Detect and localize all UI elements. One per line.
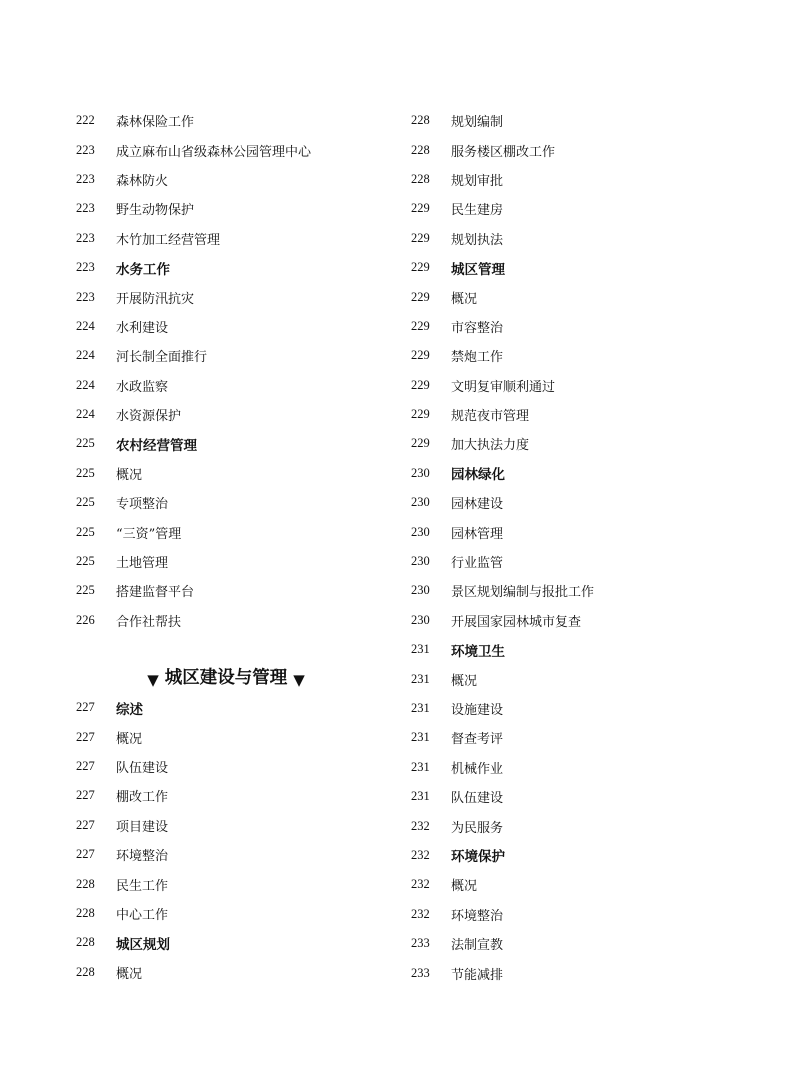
page-number: 222 — [76, 113, 95, 128]
page-number: 230 — [411, 554, 430, 569]
entry-title: 概况 — [451, 291, 478, 307]
entry-title: 督查考评 — [451, 732, 504, 748]
toc-entry[interactable] — [76, 341, 406, 370]
entry-title: 队伍建设 — [116, 761, 169, 776]
toc-entry[interactable] — [76, 371, 406, 400]
page-number: 225 — [76, 436, 95, 451]
toc-entry[interactable] — [411, 488, 741, 517]
entry-title: 河长制全面推行 — [116, 350, 208, 366]
entry-title: 水资源保护 — [116, 409, 182, 425]
toc-entry[interactable] — [76, 517, 406, 546]
page-number: 224 — [76, 318, 95, 333]
toc-entry[interactable] — [76, 781, 406, 810]
entry-title: 规划审批 — [451, 173, 504, 189]
toc-right-column — [411, 106, 741, 988]
page-number: 229 — [411, 407, 430, 422]
toc-entry[interactable] — [411, 341, 741, 370]
toc-entry[interactable] — [411, 547, 741, 576]
toc-entry[interactable] — [76, 459, 406, 488]
entry-title: 民生建房 — [451, 203, 504, 219]
page-number: 233 — [411, 936, 430, 951]
toc-entry[interactable] — [76, 282, 406, 311]
page-number: 231 — [411, 701, 430, 715]
entry-title: 规范夜市管理 — [451, 409, 530, 425]
page-number: 228 — [411, 113, 430, 128]
toc-entry[interactable] — [411, 312, 741, 341]
page-number: 225 — [76, 554, 95, 569]
entry-title: 土地管理 — [116, 556, 169, 572]
entry-title: 开展防汛抗灾 — [116, 291, 195, 307]
toc-entry[interactable] — [76, 811, 406, 840]
page-number: 231 — [411, 671, 430, 686]
toc-entry[interactable] — [411, 371, 741, 400]
toc-entry[interactable] — [76, 840, 406, 869]
toc-entry[interactable] — [76, 547, 406, 576]
entry-title: 城区管理 — [451, 261, 505, 278]
entry-title: 加大执法力度 — [451, 438, 530, 454]
page-number: 225 — [76, 495, 95, 510]
entry-title: 概况 — [451, 879, 478, 895]
page-number: 227 — [76, 788, 95, 803]
page-number: 231 — [411, 730, 430, 745]
toc-entry[interactable] — [76, 400, 406, 429]
triangle-down-icon: ▼ — [147, 671, 159, 690]
page-number: 228 — [76, 905, 95, 920]
page-number: 233 — [411, 965, 430, 980]
page-number: 227 — [76, 817, 95, 832]
page-number: 228 — [411, 171, 430, 186]
section-heading — [76, 635, 376, 693]
toc-entry[interactable] — [76, 488, 406, 517]
page-number: 228 — [76, 964, 95, 979]
entry-title: 棚改工作 — [116, 790, 169, 806]
toc-category-entry[interactable] — [76, 253, 406, 282]
page-number: 229 — [411, 436, 430, 451]
page-number: 229 — [411, 377, 430, 392]
page-number: 229 — [411, 201, 430, 216]
page-number: 223 — [76, 260, 95, 275]
toc-category-entry[interactable] — [411, 253, 741, 282]
page-number: 231 — [411, 759, 430, 774]
page-number: 232 — [411, 847, 430, 862]
toc-entry[interactable] — [76, 958, 406, 987]
toc-entry[interactable] — [76, 194, 406, 223]
page-number: 232 — [411, 906, 430, 921]
toc-entry[interactable] — [411, 782, 741, 811]
entry-title: 环境保护 — [451, 849, 505, 866]
entry-title: 水务工作 — [116, 261, 170, 278]
entry-title: 概况 — [116, 731, 143, 747]
page-number: 226 — [76, 612, 95, 627]
page-number: 229 — [411, 230, 430, 245]
entry-title: 项目建设 — [116, 819, 169, 835]
page-number: 223 — [76, 230, 95, 245]
entry-title: 节能减排 — [451, 967, 504, 983]
toc-entry[interactable] — [411, 194, 741, 223]
entry-title: 专项整治 — [116, 497, 169, 513]
entry-title: 设施建设 — [451, 703, 504, 718]
entry-title: 园林管理 — [451, 526, 504, 542]
toc-entry[interactable] — [76, 606, 406, 635]
entry-title: 环境整治 — [451, 908, 504, 924]
entry-title: 城区规划 — [116, 936, 170, 953]
page-number: 232 — [411, 877, 430, 892]
page-number: 223 — [76, 171, 95, 186]
entry-title: 合作社帮扶 — [116, 614, 182, 630]
toc-category-entry[interactable] — [76, 928, 406, 957]
toc-entry[interactable] — [411, 106, 741, 135]
page-number: 228 — [76, 935, 95, 950]
entry-title: 园林建设 — [451, 497, 504, 513]
page-number: 230 — [411, 524, 430, 539]
toc-entry[interactable] — [411, 429, 741, 458]
page-number: 232 — [411, 818, 430, 833]
page-number: 224 — [76, 377, 95, 392]
entry-title: 环境整治 — [116, 849, 169, 865]
entry-title: 民生工作 — [116, 878, 169, 894]
entry-title: 中心工作 — [116, 907, 169, 923]
page-number: 224 — [76, 348, 95, 363]
toc-entry[interactable] — [411, 606, 741, 635]
page-number: 223 — [76, 289, 95, 304]
entry-title: 概况 — [116, 966, 143, 982]
page-number: 230 — [411, 612, 430, 627]
page-number: 229 — [411, 318, 430, 333]
entry-title: 水政监察 — [116, 379, 169, 395]
entry-title: 概况 — [116, 467, 143, 483]
toc-left-column — [76, 106, 406, 987]
page-number: 225 — [76, 524, 95, 539]
toc-category-entry[interactable] — [411, 841, 741, 870]
toc-entry[interactable] — [411, 900, 741, 929]
entry-title: 综述 — [116, 701, 143, 718]
page-number: 223 — [76, 201, 95, 216]
page-number: 230 — [411, 465, 430, 480]
entry-title: 文明复审顺利通过 — [451, 379, 556, 395]
toc-category-entry[interactable] — [411, 635, 741, 664]
entry-title: 环境卫生 — [451, 643, 505, 660]
toc-entry[interactable] — [411, 870, 741, 899]
toc-entry[interactable] — [76, 224, 406, 253]
entry-title: 市容整治 — [451, 320, 504, 336]
toc-category-entry[interactable] — [411, 459, 741, 488]
entry-title: 搭建监督平台 — [116, 585, 195, 601]
entry-title: 木竹加工经营管理 — [116, 232, 221, 248]
page-number: 227 — [76, 729, 95, 744]
toc-entry[interactable] — [76, 899, 406, 928]
page-number: 227 — [76, 700, 95, 715]
page-number: 231 — [411, 642, 430, 657]
toc-entry[interactable] — [76, 576, 406, 605]
page-number: 227 — [76, 847, 95, 862]
entry-title: 开展国家园林城市复查 — [451, 614, 582, 630]
entry-title: 行业监管 — [451, 556, 504, 572]
page-number: 223 — [76, 142, 95, 157]
entry-title: 概况 — [451, 673, 478, 689]
section-heading-title: 城区建设与管理 — [164, 668, 288, 689]
toc-category-entry[interactable] — [76, 429, 406, 458]
toc-entry[interactable] — [411, 664, 741, 693]
toc-entry[interactable] — [411, 694, 741, 723]
page-number: 229 — [411, 348, 430, 363]
page-number: 229 — [411, 289, 430, 304]
entry-title: 森林防火 — [116, 173, 169, 189]
toc-entry[interactable] — [411, 723, 741, 752]
toc-entry[interactable] — [411, 165, 741, 194]
entry-title: 景区规划编制与报批工作 — [451, 585, 595, 601]
entry-title: “三资”管理 — [116, 526, 182, 542]
page-number: 227 — [76, 759, 95, 773]
entry-title: 机械作业 — [451, 761, 504, 777]
toc-entry[interactable] — [76, 869, 406, 898]
toc-entry[interactable] — [411, 282, 741, 311]
toc-entry[interactable] — [411, 576, 741, 605]
toc-entry[interactable] — [76, 135, 406, 164]
toc-entry[interactable] — [76, 722, 406, 751]
page-number: 230 — [411, 583, 430, 598]
page-number: 228 — [76, 876, 95, 891]
page-number: 230 — [411, 495, 430, 510]
page-number: 231 — [411, 789, 430, 804]
entry-title: 野生动物保护 — [116, 203, 195, 219]
triangle-down-icon: ▼ — [293, 671, 305, 690]
toc-entry[interactable] — [411, 224, 741, 253]
entry-title: 为民服务 — [451, 820, 504, 836]
toc-entry[interactable] — [76, 312, 406, 341]
toc-entry[interactable] — [411, 929, 741, 958]
entry-title: 森林保险工作 — [116, 115, 195, 131]
entry-title: 法制宣教 — [451, 938, 504, 954]
entry-title: 服务楼区棚改工作 — [451, 144, 556, 160]
entry-title: 农村经营管理 — [116, 437, 197, 454]
entry-title: 规划执法 — [451, 232, 504, 248]
toc-entry[interactable] — [411, 135, 741, 164]
toc-entry[interactable] — [76, 752, 406, 781]
page-number: 228 — [411, 142, 430, 157]
page-number: 224 — [76, 407, 95, 422]
toc-entry[interactable] — [411, 400, 741, 429]
page-number: 225 — [76, 583, 95, 598]
toc-entry[interactable] — [76, 165, 406, 194]
toc-entry[interactable] — [76, 106, 406, 135]
page-number: 225 — [76, 465, 95, 480]
page-number: 229 — [411, 260, 430, 275]
entry-title: 队伍建设 — [451, 791, 504, 807]
toc-entry[interactable] — [411, 517, 741, 546]
entry-title: 禁炮工作 — [451, 350, 504, 366]
toc-entry[interactable] — [411, 753, 741, 782]
entry-title: 园林绿化 — [451, 467, 505, 484]
entry-title: 水利建设 — [116, 320, 169, 336]
toc-entry[interactable] — [411, 811, 741, 840]
entry-title: 成立麻布山省级森林公园管理中心 — [116, 144, 312, 160]
toc-category-entry[interactable] — [76, 693, 406, 722]
toc-entry[interactable] — [411, 958, 741, 987]
entry-title: 规划编制 — [451, 115, 504, 131]
